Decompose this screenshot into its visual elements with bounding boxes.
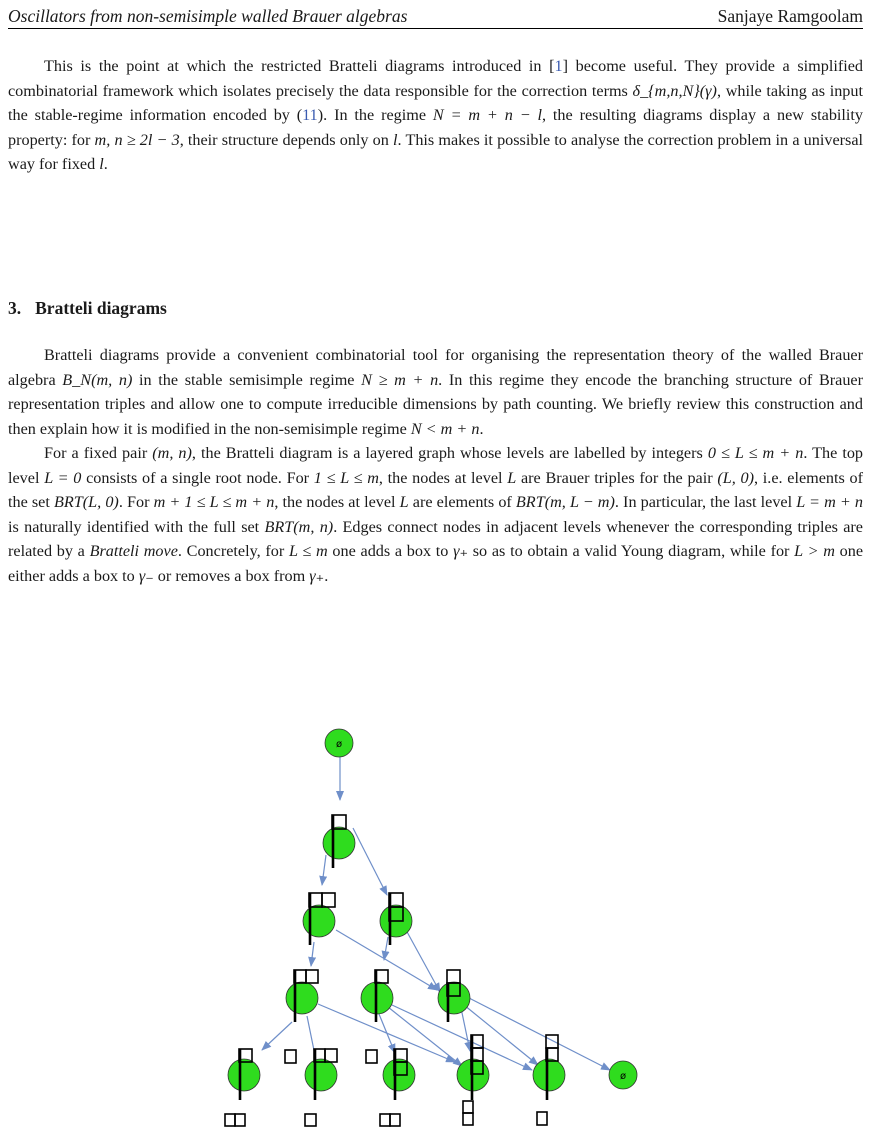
diagram-node	[286, 982, 318, 1014]
diagram-node	[228, 1059, 260, 1091]
diagram-node	[323, 827, 355, 859]
bratteli-diagram	[0, 720, 871, 1130]
citation-link[interactable]: 1	[554, 57, 563, 75]
section-heading: 3. Bratteli diagrams	[8, 298, 167, 318]
paragraph-bratteli-definition: For a fixed pair (m, n), the Bratteli diagram is a layered graph whose levels are labelled by integers 0 ≤ L ≤ m + n. The top level L = 0 consists of a single root node. For 1 ≤ L ≤ m, the nodes at level L are Brauer triples for the pair (L, 0), i.e. elements of the set BRT(L, 0). For m + 1 ≤ L ≤ m + n, the nodes at level L are elements of BRT(m, L − m). In particular, the last level L = m + n is naturally identified with the full set BRT(m, n). Edges connect nodes in adjacent levels whenever the corresponding triples are related by a Bratteli move. Concretely, for L ≤ m one adds a box to γ₊ so as to obtain a valid Young diagram, while for L > m one either adds a box to γ₋ or removes a box from γ₊.	[8, 444, 864, 585]
diagram-edge	[384, 937, 388, 960]
diagram-edge	[388, 1007, 462, 1066]
diagram-edge	[322, 855, 326, 885]
diagram-edge	[353, 828, 387, 895]
diagram-edge	[406, 930, 440, 992]
diagram-node	[438, 982, 470, 1014]
diagram-edge	[469, 998, 610, 1070]
paragraph-bratteli-intro: Bratteli diagrams provide a convenient combinatorial tool for organising the representation theory of the walled Brauer algebra B_N(m, n) in the stable semisimple regime N ≥ m + n. In this regime they encode the branching structure of Brauer representation triples and allow one to compute irreducible dimensions by path counting. We briefly review this construction and then explain how it is modified in the non-semisimple regime N < m + n.	[8, 346, 864, 438]
empty-set-label: ø	[335, 739, 343, 750]
diagram-nodes	[228, 729, 637, 1091]
diagram-edge	[379, 1014, 395, 1053]
running-header	[8, 6, 863, 29]
diagram-edge	[461, 1008, 470, 1051]
paragraph-intro: This is the point at which the restricted Bratteli diagrams introduced in [1] become useful. They provide a simplified combinatorial framework which isolates precisely the data responsible for the correction terms δ_{m,n,N}(γ), while taking as input the stable-regime information encoded by (11). In the regime N = m + n − l, the resulting diagrams display a new stability property: for m, n ≥ 2l − 3, their structure depends only on l. This makes it possible to analyse the correction problem in a universal way for fixed l.	[8, 57, 863, 173]
equation-link[interactable]: 11	[302, 106, 318, 124]
diagram-edge	[311, 942, 314, 966]
diagram-node	[533, 1059, 565, 1091]
header-author: Sanjaye Ramgoolam	[717, 6, 863, 26]
diagram-node	[303, 905, 335, 937]
header-title: Oscillators from non-semisimple walled Brauer algebras	[8, 6, 408, 26]
diagram-edge	[262, 1022, 292, 1050]
diagram-node	[305, 1059, 337, 1091]
empty-set-label: ø	[619, 1071, 627, 1082]
